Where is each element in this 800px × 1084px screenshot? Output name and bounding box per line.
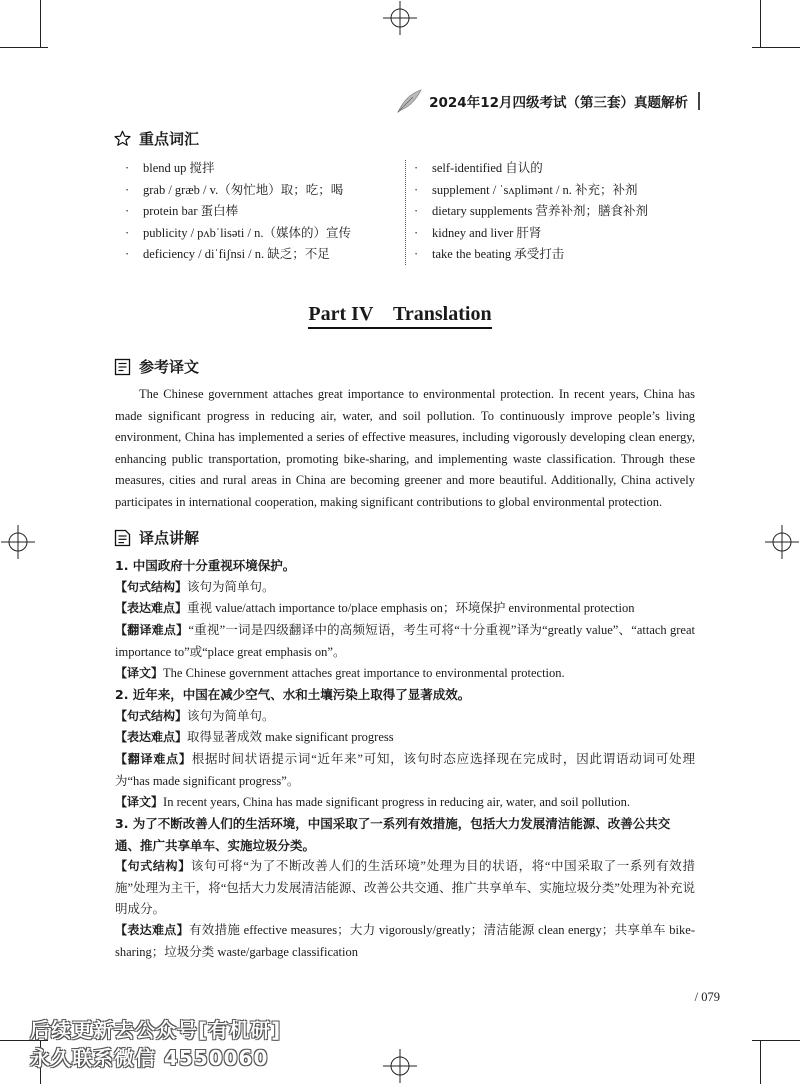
vocab-text: publicity / pʌbˈlisəti / n.（媒体的）宣传 (143, 225, 351, 240)
part-title-text: Part IV Translation (308, 303, 491, 329)
note-label: 【 表达难点 】 (115, 923, 189, 937)
note-text: 该句为简单句。 (187, 709, 275, 723)
bullet: · (414, 225, 419, 240)
watermark-line-2: 永久联系微信 4550060 (30, 1046, 269, 1070)
vocab-text: supplement / ˈsʌplimənt / n. 补充；补剂 (432, 182, 638, 197)
vocab-item (414, 223, 704, 245)
note-label: 【 表达难点 】 (115, 601, 187, 615)
q1-translation (115, 663, 695, 685)
note-label: 【 表达难点 】 (115, 730, 187, 744)
bullet: · (414, 161, 419, 175)
document-icon (114, 358, 131, 376)
vocab-text: blend up 搅拌 (143, 161, 215, 175)
q3-expression (115, 920, 695, 963)
star-icon (114, 130, 131, 147)
note-text: “重视”一词是四级翻译中的高频短语，考生可将“十分重视”译为“greatly value”、“attach great importance to”或“place great emphasis on”。 (115, 623, 695, 659)
bullet: · (414, 204, 419, 218)
watermark-line-1: 后续更新去公众号[有机研] (30, 1018, 282, 1042)
vocab-item (125, 158, 405, 180)
vocab-text: protein bar 蛋白棒 (143, 204, 239, 218)
header-title: 2024年12月四级考试（第三套）真题解析 (429, 95, 688, 111)
vocab-item (414, 201, 704, 223)
header-divider (698, 92, 700, 110)
vocab-text: self-identified 自认的 (432, 161, 543, 175)
vocab-item (125, 244, 405, 266)
registration-mark-icon (1, 525, 35, 559)
note-label: 【 句式结构 】 (115, 859, 191, 873)
vocab-title-text: 重点词汇 (139, 130, 200, 148)
note-text: 该句为简单句。 (187, 580, 275, 594)
vocab-item (125, 180, 405, 202)
q1-heading: 1. 中国政府十分重视环境保护。 (115, 558, 296, 573)
q3-heading: 3. 为了不断改善人们的生活环境，中国采取了一系列有效措施，包括大力发展清洁能源、改善公共交通、推广共享单车、实施垃圾分类。 (115, 816, 671, 853)
note-text: In recent years, China has made significant progress in reducing air, water, and soil pollution. (163, 795, 630, 809)
vocab-item (125, 223, 405, 245)
q2-translation (115, 792, 695, 814)
vocab-item (414, 158, 704, 180)
bullet: · (125, 247, 130, 261)
part-title (0, 297, 800, 326)
notes-section-title (114, 527, 199, 548)
q1-difficulty (115, 620, 695, 663)
q2-difficulty (115, 749, 695, 792)
vocab-list-right (414, 158, 704, 266)
note-text: 取得显著成效 make significant progress (187, 730, 394, 744)
bullet: · (125, 225, 130, 240)
registration-mark-icon (383, 1, 417, 35)
q1-expression (115, 598, 695, 620)
bullet: · (414, 247, 419, 261)
q2-expression (115, 727, 695, 749)
vocab-item (414, 180, 704, 202)
crop-mark (0, 47, 48, 48)
vocab-list-left (125, 158, 405, 266)
vocab-text: take the beating 承受打击 (432, 247, 565, 261)
vocab-section-title (114, 128, 199, 149)
running-header (395, 88, 700, 114)
bullet: · (125, 182, 130, 197)
note-label: 【 译文 】 (115, 666, 163, 680)
ref-title-text: 参考译文 (139, 358, 200, 376)
note-label: 【 翻译难点 】 (115, 623, 188, 637)
vocab-text: grab / græb / v.（匆忙地）取；吃；喝 (143, 182, 344, 197)
quill-icon (395, 88, 423, 114)
note-label: 【 句式结构 】 (115, 580, 187, 594)
vocab-column-divider (405, 160, 406, 265)
q2-structure (115, 706, 695, 728)
bullet: · (125, 204, 130, 218)
crop-mark (40, 0, 41, 48)
ref-section-title (114, 356, 199, 377)
notes-title-text: 译点讲解 (139, 529, 200, 547)
vocab-text: dietary supplements 营养补剂；膳食补剂 (432, 204, 648, 218)
bullet: · (125, 161, 130, 175)
registration-mark-icon (383, 1049, 417, 1083)
crop-mark (760, 1040, 761, 1084)
note-label: 【 翻译难点 】 (115, 752, 192, 766)
note-text: 有效措施 effective measures；大力 vigorously/greatly；清洁能源 clean energy；共享单车 bike-sharing；垃圾分类 waste/garbage classification (115, 923, 695, 959)
page-number: / 079 (694, 990, 720, 1004)
q3-structure (115, 856, 695, 921)
note-label: 【 句式结构 】 (115, 709, 187, 723)
note-text: The Chinese government attaches great importance to environmental protection. (163, 666, 565, 680)
vocab-item (125, 201, 405, 223)
bullet: · (414, 182, 419, 197)
notes-icon (114, 529, 131, 547)
vocab-text: deficiency / diˈfiʃnsi / n. 缺乏；不足 (143, 247, 330, 261)
note-label: 【 译文 】 (115, 795, 163, 809)
note-text: 该句可将“为了不断改善人们的生活环境”处理为目的状语，将“中国采取了一系列有效措施”处理为主干，将“包括大力发展清洁能源、改善公共交通、推广共享单车、实施垃圾分类”处理为补充说明成分。 (115, 859, 695, 917)
crop-mark (760, 0, 761, 48)
vocab-item (414, 244, 704, 266)
note-text: 根据时间状语提示词“近年来”可知，该句时态应选择现在完成时，因此谓语动词可处理为“has made significant progress”。 (115, 752, 695, 788)
crop-mark (752, 47, 800, 48)
reference-paragraph: The Chinese government attaches great importance to environmental protection. In recent years, China has made significant progress in reducing air, water, and soil pollution. To continuously improve people’s living environment, China has implemented a series of effective measures, including vigorously developing clean energy, enhancing public transportation, promoting bike-sharing, and implementing waste classification. Through these measures, cities and rural areas in China are becoming greener and more beautiful. Additionally, China actively participates in international cooperation, making significant contributions to global environmental protection. (115, 387, 695, 509)
crop-mark (752, 1040, 800, 1041)
q2-heading: 2. 近年来，中国在减少空气、水和土壤污染上取得了显著成效。 (115, 687, 471, 702)
vocab-text: kidney and liver 肝肾 (432, 225, 542, 240)
q1-structure (115, 577, 695, 599)
note-text: 重视 value/attach importance to/place emphasis on；环境保护 environmental protection (187, 601, 635, 615)
registration-mark-icon (765, 525, 799, 559)
